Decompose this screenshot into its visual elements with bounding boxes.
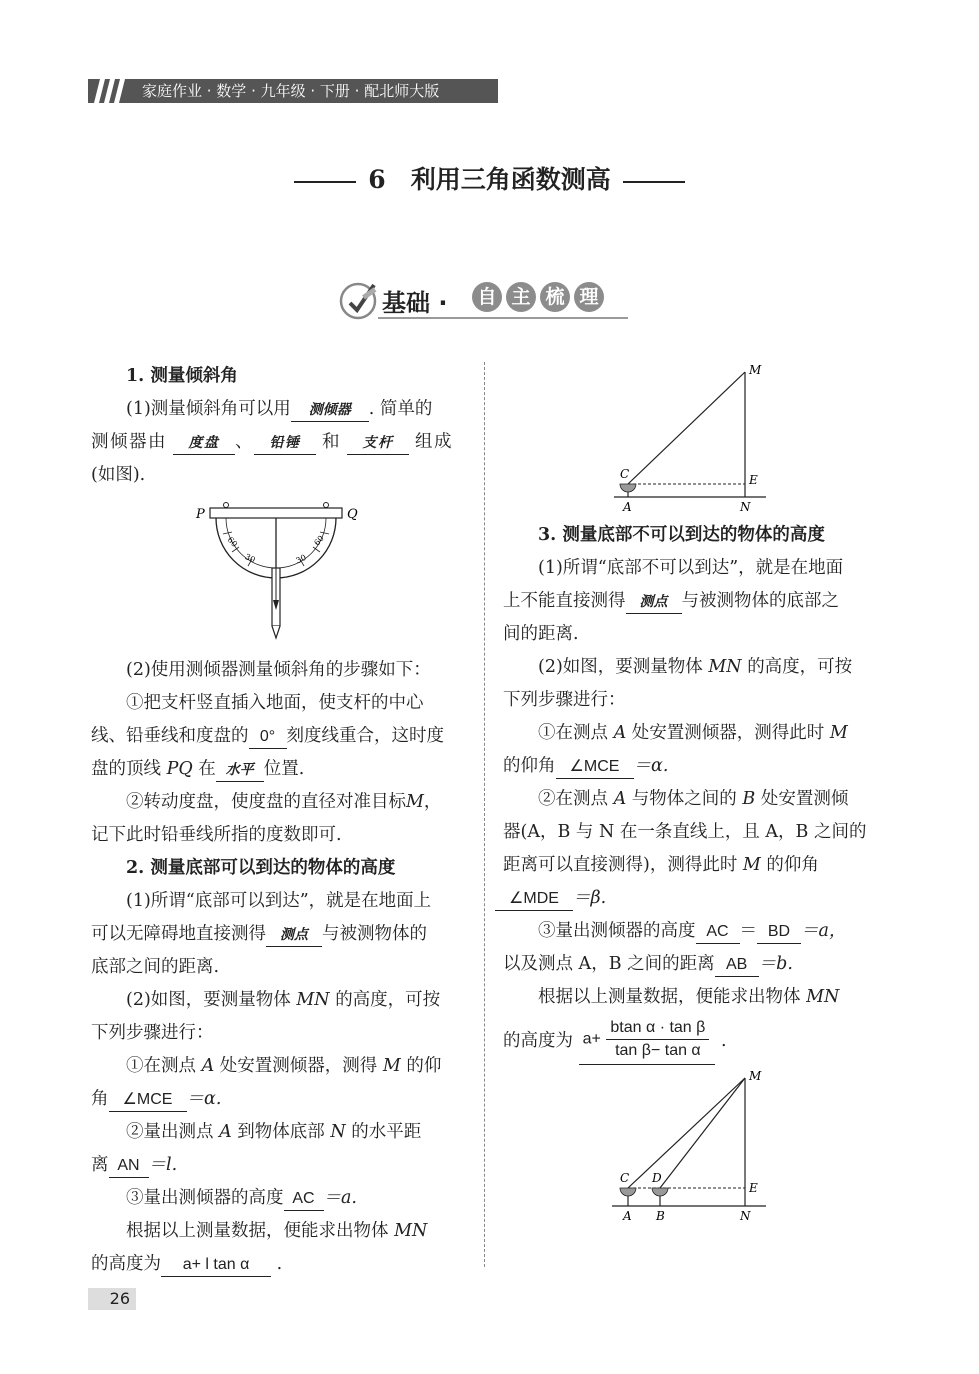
tick-60-right: 60 bbox=[312, 533, 326, 548]
r4-line-2: 的高度为 a+ l tan α . bbox=[91, 1248, 464, 1281]
para-2: (2)使用测倾器测量倾斜角的步骤如下： bbox=[126, 660, 431, 680]
label-Q: Q bbox=[347, 507, 358, 522]
blank-height: a+ l tan α bbox=[161, 1254, 271, 1277]
v3-line-1: ③量出测倾器的高度 AC ＝ BD ＝a， bbox=[503, 915, 876, 948]
q1-line-2: 可以无障碍地直接测得 测点 与被测物体的 bbox=[91, 918, 464, 951]
heading-1: 1. 测量倾斜角 bbox=[126, 366, 238, 386]
q2-line-1: (2)如图，要测量物体 MN 的高度，可按 bbox=[126, 990, 441, 1010]
page-number: 26 bbox=[88, 1288, 136, 1310]
step-1-line-2: 线、铅垂线和度盘的 0° 刻度线重合，这时度 bbox=[91, 720, 464, 753]
running-header bbox=[88, 79, 498, 103]
para-1-line-2: 测倾器由 度盘 、 铅锤 和 支杆 组成 bbox=[91, 426, 464, 459]
blank-an: AN bbox=[109, 1155, 149, 1178]
section-circle-1: 自 bbox=[472, 282, 502, 312]
slash-stripes-icon bbox=[94, 79, 128, 103]
section-circle-2: 主 bbox=[506, 282, 536, 312]
blank-mce: ∠MCE bbox=[109, 1089, 187, 1112]
blank-ac: AC bbox=[284, 1188, 324, 1211]
r1-line-1: ①在测点 A 处安置测倾器，测得 M 的仰 bbox=[126, 1056, 442, 1076]
blank-ac-2: AC bbox=[696, 921, 740, 944]
blank-plumb: 铅锤 bbox=[254, 432, 316, 455]
fig2-label-N: N bbox=[740, 500, 751, 514]
fig3-label-D: D bbox=[652, 1171, 662, 1185]
right-column bbox=[503, 519, 876, 1065]
u1-line-1: (1)所谓“底部不可以到达”，就是在地面 bbox=[538, 558, 844, 578]
height-figure-unreachable bbox=[606, 1066, 776, 1226]
heading-2: 2. 测量底部可以到达的物体的高度 bbox=[126, 858, 396, 878]
column-divider bbox=[484, 362, 485, 1267]
blank-ab: AB bbox=[715, 954, 759, 977]
blank-tool: 测倾器 bbox=[291, 399, 369, 422]
step-1-line-1: ①把支杆竖直插入地面，使支杆的中心 bbox=[126, 693, 424, 713]
section-circle-3: 梳 bbox=[540, 282, 570, 312]
v4-line-1: 根据以上测量数据，便能求出物体 MN bbox=[538, 987, 840, 1007]
v2-line-3: 距离可以直接测得)，测得此时 M 的仰角 bbox=[503, 855, 819, 875]
blank-point-2: 测点 bbox=[626, 591, 682, 614]
left-column bbox=[91, 360, 464, 492]
fig2-label-A: A bbox=[623, 500, 632, 514]
heading-3: 3. 测量底部不可以到达的物体的高度 bbox=[538, 525, 825, 545]
blank-zero: 0° bbox=[249, 726, 287, 749]
inclinometer-figure bbox=[190, 500, 365, 645]
step-1-line-3: 盘的顶线 PQ 在 水平 位置. bbox=[91, 753, 464, 786]
section-label: 基础 · bbox=[382, 289, 448, 317]
q1-line-3: 底部之间的距离. bbox=[91, 957, 220, 977]
r1-line-2: 角 ∠MCE ＝α. bbox=[91, 1083, 464, 1116]
fig3-label-A: A bbox=[623, 1209, 632, 1223]
section-heading bbox=[338, 277, 628, 325]
lesson-title-text: 6 利用三角函数测高 bbox=[368, 165, 611, 194]
section-underline bbox=[378, 317, 628, 319]
pencil-check-icon bbox=[338, 277, 382, 321]
v1-line-2: 的仰角 ∠MCE ＝α. bbox=[503, 750, 876, 783]
v3-line-2: 以及测点 A，B 之间的距离 AB ＝b. bbox=[503, 948, 876, 981]
fig3-label-M: M bbox=[749, 1069, 762, 1083]
blank-mce-2: ∠MCE bbox=[556, 756, 634, 779]
step-2-line-2: 记下此时铅垂线所指的度数即可. bbox=[91, 825, 342, 845]
u1-line-2: 上不能直接测得 测点 与被测物体的底部之 bbox=[503, 585, 876, 618]
blank-bd: BD bbox=[757, 921, 801, 944]
v4-line-2: 的高度为 a+ $\frac{\text{btan α · tan β}}{\text{tan β− tan α}}$ . bbox=[503, 1018, 876, 1065]
fig2-label-M: M bbox=[749, 363, 762, 377]
u2-line-2: 下列步骤进行： bbox=[503, 690, 626, 710]
r2-line-2: 离 AN ＝l. bbox=[91, 1149, 464, 1182]
blank-point: 测点 bbox=[266, 924, 322, 947]
u2-line-1: (2)如图，要测量物体 MN 的高度，可按 bbox=[538, 657, 853, 677]
v2-line-4: ∠MDE ＝β. bbox=[503, 882, 876, 915]
u1-line-3: 间的距离. bbox=[503, 624, 579, 644]
blank-dial: 度盘 bbox=[173, 432, 235, 455]
fig3-label-N: N bbox=[740, 1209, 751, 1223]
blank-mde: ∠MDE bbox=[495, 888, 573, 911]
para-1-line-3: (如图). bbox=[91, 465, 146, 485]
r3-line-1: ③量出测倾器的高度 AC ＝a. bbox=[91, 1182, 464, 1215]
title-dash-left bbox=[294, 181, 356, 183]
v2-line-2: 器(A，B 与 N 在一条直线上，且 A，B 之间的 bbox=[503, 822, 867, 842]
fig2-label-C: C bbox=[620, 467, 630, 481]
fig2-label-E: E bbox=[749, 473, 758, 487]
height-fraction: $\frac{\text{btan α · tan β}}{\text{tan β− tan α}}$ bbox=[606, 1018, 709, 1061]
r2-line-1: ②量出测点 A 到物体底部 N 的水平距 bbox=[126, 1122, 422, 1142]
blank-level: 水平 bbox=[216, 759, 264, 782]
label-P: P bbox=[196, 507, 205, 522]
tick-30-left: 30 bbox=[243, 552, 257, 565]
blank-pole: 支杆 bbox=[347, 432, 409, 455]
fig3-label-B: B bbox=[656, 1209, 665, 1223]
step-2-line-1: ②转动度盘，使度盘的直径对准目标M， bbox=[126, 792, 442, 812]
height-figure-reachable bbox=[608, 362, 778, 514]
header-text: 家庭作业 · 数学 · 九年级 · 下册 · 配北师大版 bbox=[142, 82, 440, 100]
q1-line-1: (1)所谓“底部可以到达”，就是在地面上 bbox=[126, 891, 432, 911]
r4-line-1: 根据以上测量数据，便能求出物体 MN bbox=[126, 1221, 428, 1241]
left-column-lower bbox=[91, 654, 464, 1281]
q2-line-2: 下列步骤进行： bbox=[91, 1023, 214, 1043]
fig3-label-C: C bbox=[620, 1171, 630, 1185]
section-circle-4: 理 bbox=[574, 282, 604, 312]
blank-height-formula: a+ $\frac{\text{btan α · tan β}}{\text{tan β− tan α}}$ bbox=[579, 1018, 716, 1065]
para-1-line-1: (1)测量倾斜角可以用 测倾器 . 简单的 bbox=[91, 393, 464, 426]
tick-30-right: 30 bbox=[294, 552, 308, 566]
lesson-title bbox=[0, 160, 979, 196]
fig3-label-E: E bbox=[749, 1181, 758, 1195]
v2-line-1: ②在测点 A 与物体之间的 B 处安置测倾 bbox=[538, 789, 849, 809]
title-dash-right bbox=[623, 181, 685, 183]
v1-line-1: ①在测点 A 处安置测倾器，测得此时 M bbox=[538, 723, 848, 743]
tick-60-left: 60 bbox=[225, 535, 240, 549]
